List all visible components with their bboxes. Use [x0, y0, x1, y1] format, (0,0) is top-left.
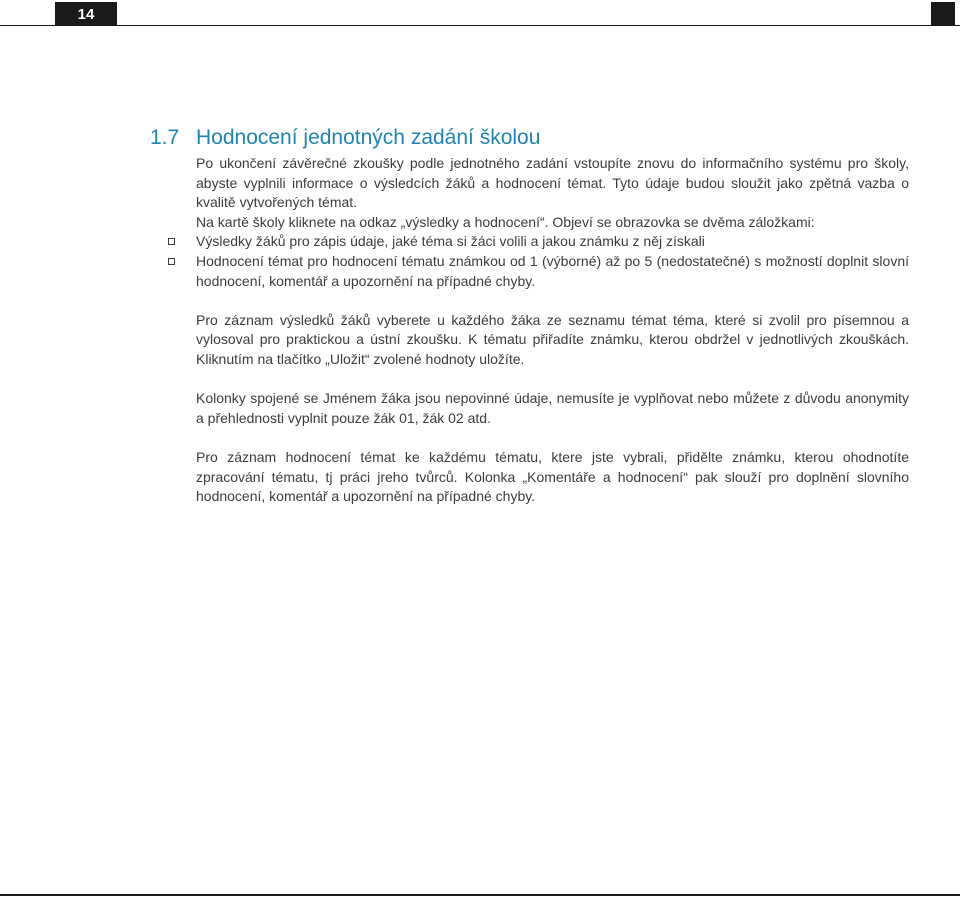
tabs-list — [196, 232, 909, 291]
page-number: 14 — [55, 2, 117, 26]
navigation-paragraph: Na kartě školy kliknete na odkaz „výsledky a hodnocení“. Objeví se obrazovka se dvěma záložkami: — [196, 213, 815, 230]
corner-marker — [931, 2, 955, 26]
topic-evaluation-paragraph: Pro záznam hodnocení témat ke každému tématu, ktere jste vybrali, přidělte známku, kterou ohodnotíte zpracování tématu, tj práci jreho tvůrců. Kolonka „Komentáře a hodnocení“ pak slouží pro doplnění slovního hodnocení, komentář a upozornění na případné chyby. — [196, 448, 909, 505]
section-title: Hodnocení jednotných zadání školou — [196, 126, 541, 149]
list-item-text: Výsledky žáků pro zápis údaje, jaké téma si žáci volili a jakou známku z něj získali — [196, 233, 705, 250]
list-item — [196, 232, 909, 252]
section-number: 1.7 — [150, 126, 180, 149]
header-rule — [0, 25, 960, 26]
section-heading — [150, 126, 540, 150]
results-entry-paragraph: Pro záznam výsledků žáků vyberete u každého žáka ze seznamu témat téma, které si zvolil pro písemnou a vylosoval pro praktickou a ústní zkoušku. K tématu přiřadíte známku, kterou obdržel v jednotlivých zkouškách. Kliknutím na tlačítko „Uložit“ zvolené hodnoty uložíte. — [196, 311, 909, 367]
square-bullet-icon — [168, 258, 175, 265]
list-item-text: Hodnocení témat pro hodnocení tématu známkou od 1 (výborné) až po 5 (nedostatečné) s možností doplnit slovní hodnocení, komentář a upozornění na případné chyby. — [196, 252, 909, 289]
section-body — [196, 154, 909, 507]
list-item — [196, 252, 909, 291]
square-bullet-icon — [168, 238, 175, 245]
intro-paragraph: Po ukončení závěrečné zkoušky podle jednotného zadání vstoupíte znovu do informačního systému pro školy, abyste vyplnili informace o výsledcích žáků a hodnocení témat. Tyto údaje budou sloužit jako zpětná vazba o kvalitě vytvořených témat. — [196, 155, 909, 211]
footer-rule — [0, 894, 960, 896]
optional-columns-paragraph: Kolonky spojené se Jménem žáka jsou nepovinné údaje, nemusíte je vyplňovat nebo můžete z důvodu anonymity a přehlednosti vyplnit pouze žák 01, žák 02 atd. — [196, 390, 909, 426]
